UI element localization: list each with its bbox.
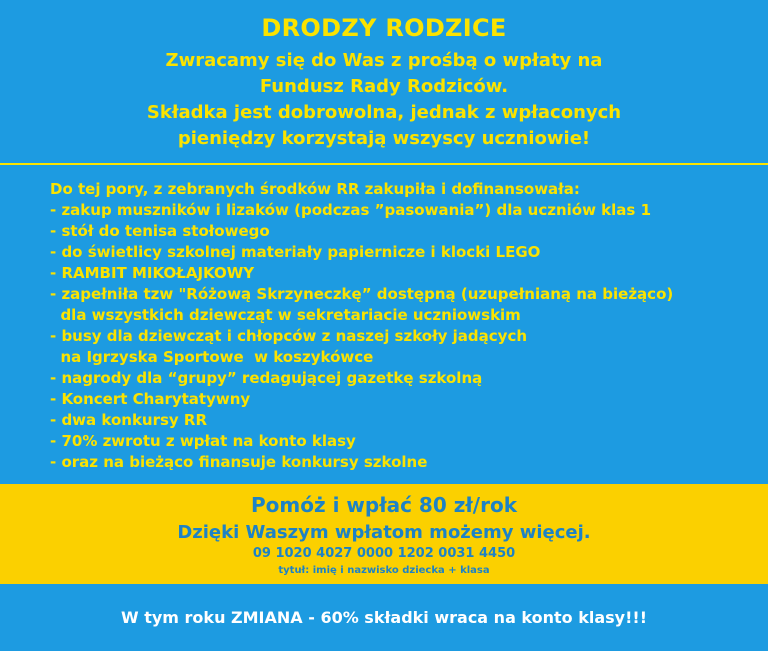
header-line: Składka jest dobrowolna, jednak z wpłaconych [146, 102, 622, 123]
list-item: - oraz na bieżąco finansuje konkursy szkolne [50, 453, 428, 471]
list-item: - zakup muszników i lizaków (podczas ”pasowania”) dla uczniów klas 1 [50, 201, 652, 219]
divider [0, 163, 768, 165]
list-item: - do świetlicy szkolnej materiały papiernicze i klocki LEGO [50, 243, 541, 261]
list-item: - nagrody dla “grupy” redagującej gazetkę szkolną [50, 369, 483, 387]
transfer-title-note: tytuł: imię i nazwisko dziecka + klasa [278, 565, 490, 576]
list-item: - Koncert Charytatywny [50, 390, 251, 408]
bank-account-number: 09 1020 4027 0000 1202 0031 4450 [252, 546, 516, 561]
list-item: na Igrzyska Sportowe w koszykówce [50, 348, 374, 366]
header-line: Zwracamy się do Was z prośbą o wpłaty na [165, 50, 603, 71]
payment-headline: Pomóż i wpłać 80 zł/rok [251, 493, 517, 517]
list-intro: Do tej pory, z zebranych środków RR zakupiła i dofinansowała: [50, 180, 580, 198]
page-title: DRODZY RODZICE [261, 14, 507, 42]
payment-subline: Dzięki Waszym wpłatom możemy więcej. [177, 522, 591, 543]
footer-announcement: W tym roku ZMIANA - 60% składki wraca na konto klasy!!! [121, 608, 647, 627]
payment-band [0, 484, 768, 584]
header [0, 0, 768, 160]
list-item: - stół do tenisa stołowego [50, 222, 270, 240]
list-item: - RAMBIT MIKOŁAJKOWY [50, 264, 255, 282]
header-line: Fundusz Rady Rodziców. [259, 76, 509, 97]
list-item: - dwa konkursy RR [50, 411, 208, 429]
list-item: dla wszystkich dziewcząt w sekretariacie uczniowskim [50, 306, 521, 324]
list-item: - 70% zwrotu z wpłat na konto klasy [50, 432, 356, 450]
header-line: pieniędzy korzystają wszyscy uczniowie! [177, 128, 591, 149]
list-item: - busy dla dziewcząt i chłopców z naszej szkoły jadących [50, 327, 528, 345]
list-item: - zapełniła tzw "Różową Skrzyneczkę” dostępną (uzupełnianą na bieżąco) [50, 285, 674, 303]
